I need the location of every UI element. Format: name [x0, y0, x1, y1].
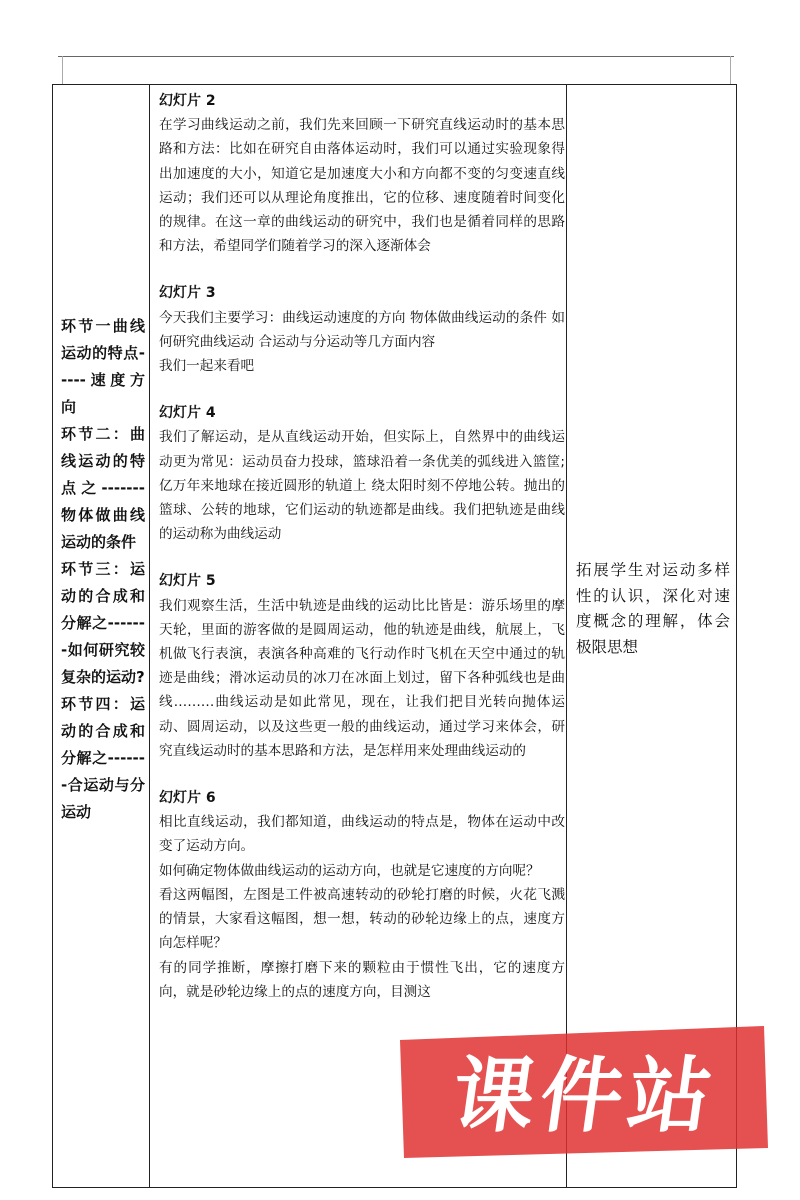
slide-title: 幻灯片 6 [159, 790, 216, 807]
watermark-text: 课件站 [446, 1049, 724, 1144]
stage-column [61, 313, 145, 826]
header-rule [58, 56, 734, 57]
slide-block [159, 401, 565, 546]
goal-column: 拓展学生对运动多样性的认识，深化对速度概念的理解，体会极限思想 [576, 561, 730, 656]
watermark-logo [392, 1016, 772, 1166]
slide-paragraph: 相比直线运动，我们都知道，曲线运动的特点是，物体在运动中改变了运动方向。 [159, 814, 565, 855]
slide-paragraph: 我们观察生活，生活中轨迹是曲线的运动比比皆是：游乐场里的摩天轮，里面的游客做的是圆周运动，他的轨迹是曲线，航展上，飞机做飞行表演，表演各种高难的飞行动作时飞机在天空中通过的轨迹是曲线；滑冰运动员的冰刀在冰面上划过，留下各种弧线也是曲线………曲线运动是如此常见，现在，让我们把目光转向抛体运动、圆周运动，以及这些更一般的曲线运动，通过学习来体会，研究直线运动时的基本思路和方法，是怎样用来处理曲线运动的 [159, 597, 565, 759]
slide-block [159, 786, 565, 1004]
stage-section: 环节二：曲线运动的特点之-------物体做曲线运动的条件 [61, 425, 145, 551]
crop-mark-right [730, 56, 731, 84]
stage-section: 环节三：运动的合成和分解之-------如何研究较复杂的运动? [61, 560, 145, 686]
slide-block [159, 281, 565, 378]
slide-paragraph: 我们一起来看吧 [159, 358, 255, 375]
column-divider [149, 85, 150, 1187]
slide-paragraph: 有的同学推断，摩擦打磨下来的颗粒由于惯性飞出，它的速度方向，就是砂轮边缘上的点的速度方向，目测这 [159, 959, 565, 1000]
slide-title: 幻灯片 3 [159, 285, 216, 302]
slide-title: 幻灯片 4 [159, 405, 216, 422]
slide-paragraph: 我们了解运动，是从直线运动开始，但实际上，自然界中的曲线运动更为常见：运动员奋力投球，篮球沿着一条优美的弧线进入篮筐;亿万年来地球在接近圆形的轨道上 绕太阳时刻不停地公转。抛出的篮球、公转的地球，它们运动的轨迹都是曲线。我们把轨迹是曲线的运动称为曲线运动 [159, 429, 565, 543]
slide-paragraph: 如何确定物体做曲线运动的运动方向，也就是它速度的方向呢？ [159, 862, 540, 879]
stage-section: 环节四：运动的合成和分解之-------合运动与分运动 [61, 695, 145, 821]
slide-block [159, 89, 565, 258]
slide-title: 幻灯片 2 [159, 93, 216, 109]
slide-block [159, 569, 565, 763]
crop-mark-left [62, 56, 63, 84]
slide-paragraph: 今天我们主要学习：曲线运动速度的方向 物体做曲线运动的条件 如何研究曲线运动 合运动与分运动等几方面内容 [159, 309, 565, 350]
slide-notes-column [159, 89, 565, 1027]
slide-paragraph: 在学习曲线运动之前，我们先来回顾一下研究直线运动时的基本思路和方法：比如在研究自由落体运动时，我们可以通过实验现象得出加速度的大小，知道它是加速度大小和方向都不变的匀变速直线运动；我们还可以从理论角度推出，它的位移、速度随着时间变化的规律。在这一章的曲线运动的研究中，我们也是循着同样的思路和方法，希望同学们随着学习的深入逐渐体会 [159, 117, 565, 255]
slide-paragraph: 看这两幅图，左图是工件被高速转动的砂轮打磨的时候，火花飞溅的情景，大家看这幅图，想一想，转动的砂轮边缘上的点，速度方向怎样呢？ [159, 886, 565, 952]
slide-title: 幻灯片 5 [159, 573, 216, 590]
stage-section: 环节一曲线运动的特点-----速度方向 [61, 317, 145, 416]
